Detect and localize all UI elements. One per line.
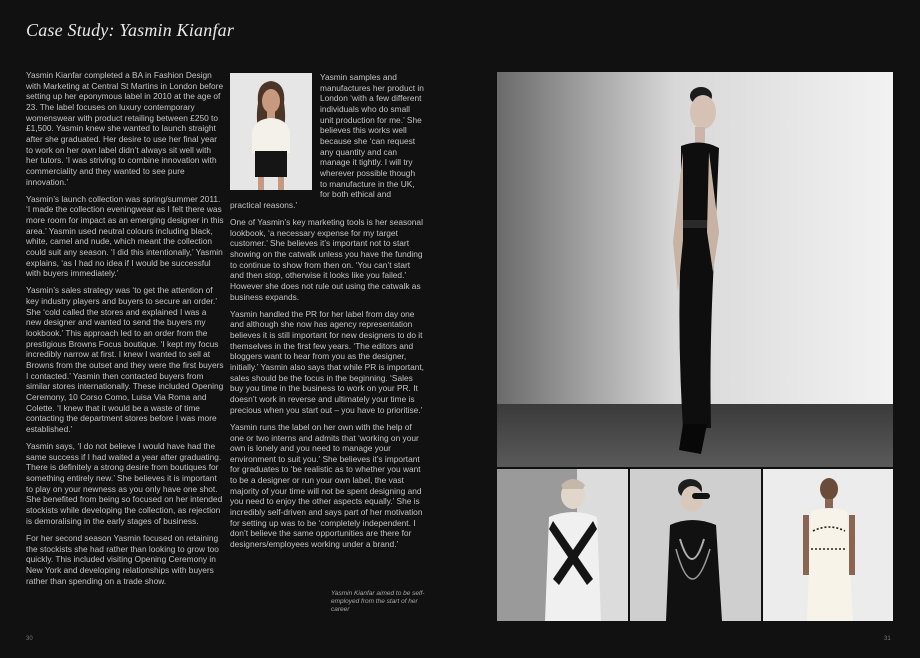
paragraph: One of Yasmin’s key marketing tools is her seasonal lookbook, ‘a necessary expense for my target customer.’ She believes it’s important not to start showing on the catwalk unless you have the funding to continue to show from then on. ‘You can’t start and then stop, otherwise it looks like you failed.’ However she does not rule out using the catwalk as business expands. [230, 217, 423, 302]
paragraph: Yasmin samples and manufactures her product in London ‘with a few different individuals who do small unit production for me.’ She believes this works well because she ‘can request any quantity and can manage it tightly. I will try wherever possible though to manufacture in the UK, for both ethical and practical reasons.’ [230, 72, 424, 210]
paragraph: Yasmin’s sales strategy was ‘to get the attention of key industry players and buyers to secure an order.’ She ‘cold called the stores and explained I was a new designer and wanted to send the buyers my lookbook.’ This approach led to an order from the prestigious Browns Focus boutique. ‘I kept my focus incredibly narrow at first. I knew I wanted to sell at Browns from the outset and they were the first buyers I contacted.’ Yasmin then contacted buyers from similar stores internationally. These included Opening Ceremony, 10 Corso Como, Luisa Via Roma and Colette. ‘I knew that it would be a waste of time contacting the department stores before I was more established.’ [26, 285, 224, 434]
page-number-left: 30 [26, 636, 33, 642]
runway-main-photo [497, 72, 893, 467]
runway-photo-black-dress [630, 469, 761, 621]
paragraph: For her second season Yasmin focused on retaining the stockists she had rather than looking to grow too quickly. This included visiting Opening Ceremony in New York and developing relationships with buyers rather than spending on a trade show. [26, 532, 219, 586]
paragraph: Yasmin Kianfar completed a BA in Fashion Design with Marketing at Central St Martins in London before setting up her eponymous label in 2010 at the age of 23. The label focuses on luxury contemporary womenswear with product retailing between £250 to £1,500. Yasmin knew she wanted to launch straight after she graduated. Her desire to use her final year to work on her own label didn’t always sit well with her tutors. ‘I was striving to combine innovation with commerciality and they wanted to see pure innovation.’ [26, 70, 224, 187]
page-title: Case Study: Yasmin Kianfar [26, 20, 235, 40]
runway-photo-white-dress [497, 469, 628, 621]
article-column-1 [26, 70, 224, 593]
runway-photo-cream-dress [763, 469, 893, 621]
page-number-right: 31 [884, 636, 891, 642]
paragraph: Yasmin says, ‘I do not believe I would have had the same success if I had waited a year after graduating. There is definitely a strong desire from boutiques for something entirely new.’ She believes it is important to play on your newness as you only have one shot. She benefited from being so focused on her intended stockists while developing the collection, as rejection is demoralising in the early stages of business. [26, 441, 223, 526]
paragraph: Yasmin runs the label on her own with the help of one or two interns and admits that ‘working on your own is lonely and you need to manage your environment to suit you.’ She believes it’s important for graduates to ‘be realistic as to whether you want to be a designer or run your own label, the vast majority of your time will not be spent designing and you need to enjoy the other aspects equally.’ She is incredibly self-driven and says part of her motivation for setting up was to be ‘completely independent. I don’t believe the same opportunities are there for designers/employees working under a brand.’ [230, 421, 423, 550]
paragraph: Yasmin handled the PR for her label from day one and although she now has agency representation believes it is still important for new designers to do it themselves in the first few years. ‘The editors and bloggers want to hear from you as the designer, initially.’ Yasmin also says that while PR is important, sales should be the focus in the beginning. ‘Sales buy you time in the business to work on your PR. It doesn’t work in reverse and ultimately your time is precious when you start out – you have to prioritise.’ [230, 308, 424, 415]
photo-caption: Yasmin Kianfar aimed to be self-employed from the start of her career [331, 590, 425, 613]
article-column-2 [230, 72, 424, 556]
paragraph: Yasmin’s launch collection was spring/summer 2011. ‘I made the collection eveningwear as I felt there was more room for impact as an emerging designer in this area.’ Yasmin used neutral colours including black, white, camel and nude, which meant the collection could suit any season. ‘I did this intentionally,’ Yasmin explains, ‘as I had no idea if I would be successful with buyers immediately.’ [26, 193, 224, 279]
portrait-spacer [230, 72, 320, 192]
